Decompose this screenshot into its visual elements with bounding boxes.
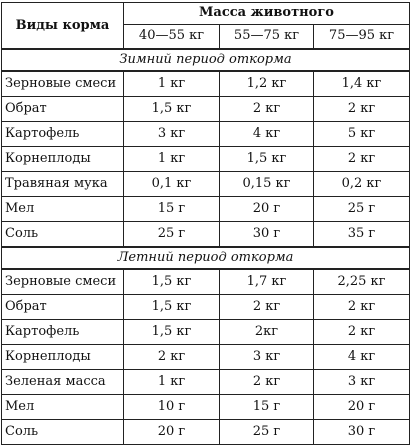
feed-amount: 3 кг bbox=[314, 370, 410, 395]
feed-amount: 15 г bbox=[220, 395, 314, 420]
table-row bbox=[2, 71, 410, 97]
table-row bbox=[2, 420, 410, 445]
feed-name: Корнеплоды bbox=[2, 345, 124, 370]
feed-name: Картофель bbox=[2, 320, 124, 345]
feed-name: Соль bbox=[2, 420, 124, 445]
feed-amount: 1,5 кг bbox=[124, 295, 220, 320]
feed-amount: 0,2 кг bbox=[314, 172, 410, 197]
feed-amount: 1,5 кг bbox=[124, 97, 220, 122]
feed-amount: 2,25 кг bbox=[314, 269, 410, 295]
header-range: 40—55 кг bbox=[124, 24, 220, 49]
feed-table bbox=[1, 2, 410, 445]
summer-section-header bbox=[2, 247, 410, 269]
feed-amount: 2 кг bbox=[314, 320, 410, 345]
table-row bbox=[2, 172, 410, 197]
feed-name: Зерновые смеси bbox=[2, 269, 124, 295]
feed-name: Мел bbox=[2, 197, 124, 222]
table-row bbox=[2, 122, 410, 147]
feed-name: Соль bbox=[2, 222, 124, 248]
feed-amount: 2 кг bbox=[314, 295, 410, 320]
feed-amount: 5 кг bbox=[314, 122, 410, 147]
feed-amount: 0,15 кг bbox=[220, 172, 314, 197]
feed-amount: 2кг bbox=[220, 320, 314, 345]
feed-amount: 2 кг bbox=[220, 370, 314, 395]
feed-amount: 2 кг bbox=[220, 97, 314, 122]
feed-amount: 1,2 кг bbox=[220, 71, 314, 97]
feed-amount: 3 кг bbox=[124, 122, 220, 147]
table-row bbox=[2, 97, 410, 122]
feed-amount: 0,1 кг bbox=[124, 172, 220, 197]
feed-amount: 1,5 кг bbox=[124, 320, 220, 345]
feed-amount: 1 кг bbox=[124, 147, 220, 172]
table-row bbox=[2, 197, 410, 222]
feed-amount: 1,5 кг bbox=[124, 269, 220, 295]
feed-amount: 15 г bbox=[124, 197, 220, 222]
feed-amount: 30 г bbox=[314, 420, 410, 445]
feed-amount: 20 г bbox=[220, 197, 314, 222]
table-row bbox=[2, 222, 410, 248]
header-feed-type: Виды корма bbox=[2, 3, 124, 50]
feed-amount: 30 г bbox=[220, 222, 314, 248]
feed-amount: 35 г bbox=[314, 222, 410, 248]
header-animal-mass: Масса животного bbox=[124, 3, 410, 25]
section-title: Зимний период откорма bbox=[2, 49, 410, 71]
table-row bbox=[2, 320, 410, 345]
feed-amount: 1,5 кг bbox=[220, 147, 314, 172]
feed-amount: 20 г bbox=[314, 395, 410, 420]
feed-name: Корнеплоды bbox=[2, 147, 124, 172]
feed-amount: 4 кг bbox=[220, 122, 314, 147]
table-row bbox=[2, 345, 410, 370]
table-row bbox=[2, 269, 410, 295]
feed-amount: 2 кг bbox=[124, 345, 220, 370]
header-range: 75—95 кг bbox=[314, 24, 410, 49]
feed-amount: 1,7 кг bbox=[220, 269, 314, 295]
feed-amount: 20 г bbox=[124, 420, 220, 445]
feed-name: Обрат bbox=[2, 97, 124, 122]
feed-amount: 2 кг bbox=[314, 97, 410, 122]
table-row bbox=[2, 395, 410, 420]
feed-name: Зеленая масса bbox=[2, 370, 124, 395]
feed-amount: 3 кг bbox=[220, 345, 314, 370]
feed-name: Мел bbox=[2, 395, 124, 420]
feed-amount: 2 кг bbox=[314, 147, 410, 172]
feed-amount: 1 кг bbox=[124, 71, 220, 97]
feed-name: Обрат bbox=[2, 295, 124, 320]
feed-amount: 2 кг bbox=[220, 295, 314, 320]
feed-amount: 25 г bbox=[124, 222, 220, 248]
feed-name: Картофель bbox=[2, 122, 124, 147]
feed-amount: 1 кг bbox=[124, 370, 220, 395]
feed-name: Травяная мука bbox=[2, 172, 124, 197]
feed-name: Зерновые смеси bbox=[2, 71, 124, 97]
table-row bbox=[2, 295, 410, 320]
header-range: 55—75 кг bbox=[220, 24, 314, 49]
winter-section-header bbox=[2, 49, 410, 71]
feed-amount: 1,4 кг bbox=[314, 71, 410, 97]
section-title: Летний период откорма bbox=[2, 247, 410, 269]
table-row bbox=[2, 147, 410, 172]
feed-amount: 25 г bbox=[314, 197, 410, 222]
feed-amount: 25 г bbox=[220, 420, 314, 445]
feed-amount: 4 кг bbox=[314, 345, 410, 370]
feed-amount: 10 г bbox=[124, 395, 220, 420]
table-body bbox=[2, 49, 410, 445]
table-row bbox=[2, 370, 410, 395]
